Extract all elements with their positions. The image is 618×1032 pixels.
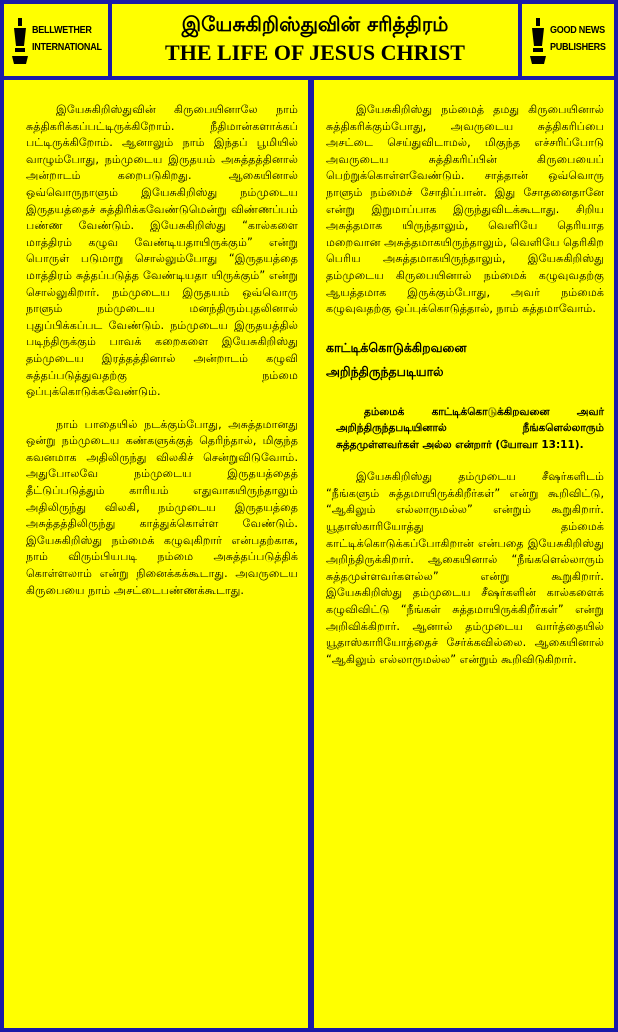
scripture-quote: தம்மைக் காட்டிக்கொடுக்கிறவனை அவர் அறிந்திருந்தபடியினால் நீங்களெல்லாரும் சுத்தமுள்ளவர்கள் அல்ல என்றார் (யோவா 13:11). — [336, 405, 604, 451]
title-tamil: இயேசுகிறிஸ்துவின் சரித்திரம் — [181, 12, 449, 36]
publisher-logo-left — [4, 4, 108, 76]
publisher-right-line1: GOOD NEWS — [550, 24, 605, 36]
lamp-icon — [10, 16, 30, 66]
publisher-left-line1: BELLWETHER — [32, 24, 92, 36]
publisher-logo-right — [522, 4, 614, 76]
publisher-right-line2: PUBLISHERS — [550, 41, 606, 53]
left-paragraph-1: இயேசுகிறிஸ்துவின் கிருபையினாலே நாம் சுத்திகரிக்கப்பட்டிருக்கிறோம். நீதிமான்களாக்கப் பட்டிருக்கிறோம். ஆனாலும் நாம் இந்தப் பூமியில் வாழும்போது, நம்முடைய இருதயம் அசுத்தத்தினால் அன்றாடம் கறைபடுகிறது. ஆகையினால் ஒவ்வொருநாளும் இயேசுகிறிஸ்து நம்முடைய இருதயத்தைச் சுத்திரிக்கவேண்டுமென்று விண்ணப்பம் பண்ண வேண்டும். இயேசுகிறிஸ்து “கால்களை மாத்திரம் கழுவ வேண்டியதாயிருக்கும்” என்று பொருள் படுமாறு சொல்லும்போது “இருதயத்தை மாத்திரம் சுத்தப்படுத்த வேண்டியதா யிருக்கும்” என்று சொல்லுகிறார். நம்முடைய இருதயம் ஒவ்வொரு நாளும் நம்முடைய மனந்திரும்புதலினால் புதுப்பிக்கப்பட வேண்டும். நம்முடைய இருதயத்தில் படிந்திருக்கும் பாவக் கறைகளை இயேசுகிறிஸ்து தம்முடைய இரத்தத்தினால் அன்றாடம் கழுவி சுத்தப்படுத்துவதற்கு நம்மை ஒப்புக்கொடுக்கவேண்டும். — [26, 103, 298, 399]
right-paragraph-1: இயேசுகிறிஸ்து நம்மைத் தமது கிருபையினால் சுத்திகரிக்கும்போது, அவருடைய சுத்திகரிப்பை அசட்டை செய்துவிடாமல், மிகுந்த எச்சரிப்போடு அவருடைய சுத்திகரிப்பின் கிருபையைப் பெற்றுக்கொள்ளவேண்டும். சாத்தான் ஒவ்வொரு நாளும் நம்மைச் சோதிப்பான். இது சோதனைதானே என்று இறுமாப்பாக இருந்துவிடக்கூடாது. சிறிய அசுத்தமாக யிருந்தாலும், வெளியே தெரியாத மறைவான அசுத்தமாகயிருந்தாலும், வெளியே தெரிகிற பெரிய அசுத்தமாகயிருந்தாலும், இயேசுகிறிஸ்து தம்முடைய கிருபையினால் நம்மைக் கழுவுவதற்கு ஆயத்தமாக இருக்கும்போது, அவர் நம்மைக் கழுவுவதற்கு ஒப்புக்கொடுத்தால், நாம் சுத்தமாவோம். — [326, 103, 604, 316]
left-column — [4, 80, 308, 1028]
publisher-left-line2: INTERNATIONAL — [32, 41, 102, 53]
section-subheading — [326, 336, 604, 384]
title-english: THE LIFE OF JESUS CHRIST — [165, 40, 465, 65]
lamp-icon — [528, 16, 548, 66]
right-column — [314, 80, 614, 1028]
left-paragraph-2: நாம் பாதையில் நடக்கும்போது, அசுத்தமானது ஒன்று நம்முடைய கண்களுக்குத் தெரிந்தால், மிகுந்த கவனமாக அதிலிருந்து விலகிச் சென்றுவிடுவோம். அதுபோலவே நம்முடைய இருதயத்தைத் தீட்டுப்படுத்தும் காரியம் எதுவாகயிருந்தாலும் அதிலிருந்து விலகி, நம்முடைய இருதயத்தை அசுத்தத்திலிருந்து காத்துக்கொள்ள வேண்டும். இயேசுகிறிஸ்து நம்மைக் கழுவுகிறார் என்பதற்காக, நாம் விரும்பியபடி நம்மை அசுத்தப்படுத்திக் கொள்ளலாம் என்று நினைக்கக்கூடாது. அவருடைய கிருபையை நாம் அசட்டைபண்ணக்கூடாது. — [26, 417, 298, 597]
subheading-line-2: அறிந்திருந்தபடியால் — [326, 363, 444, 379]
page-header — [112, 4, 518, 76]
right-paragraph-2: இயேசுகிறிஸ்து தம்முடைய சீஷர்களிடம் “நீங்களும் சுத்தமாயிருக்கிறீர்கள்” என்று கூறிவிட்டு, “ஆகிலும் எல்லாருமல்ல” என்றும் கூறுகிறார். யூதாஸ்காரியோத்து தம்மைக் காட்டிக்கொடுக்கப்போகிறான் என்பதை இயேசுகிறிஸ்து அறிந்திருக்கிறார். ஆகையினால் “நீங்களெல்லாரும் சுத்தமுள்ளவர்களல்ல” என்று கூறுகிறார். இயேசுகிறிஸ்து தம்முடைய சீஷர்களின் கால்களைக் கழுவிவிட்டு “நீங்கள் சுத்தமாயிருக்கிறீர்கள்” என்று அறிவிக்கிறார். ஆனால் தம்முடைய வார்த்தையில் யூதாஸ்காரியோத்தைச் சேர்க்கவில்லை. ஆகையினால் “ஆகிலும் எல்லாருமல்ல” என்றும் கூறிவிடுகிறார். — [326, 470, 604, 666]
subheading-line-1: காட்டிக்கொடுக்கிறவனை — [326, 339, 467, 355]
